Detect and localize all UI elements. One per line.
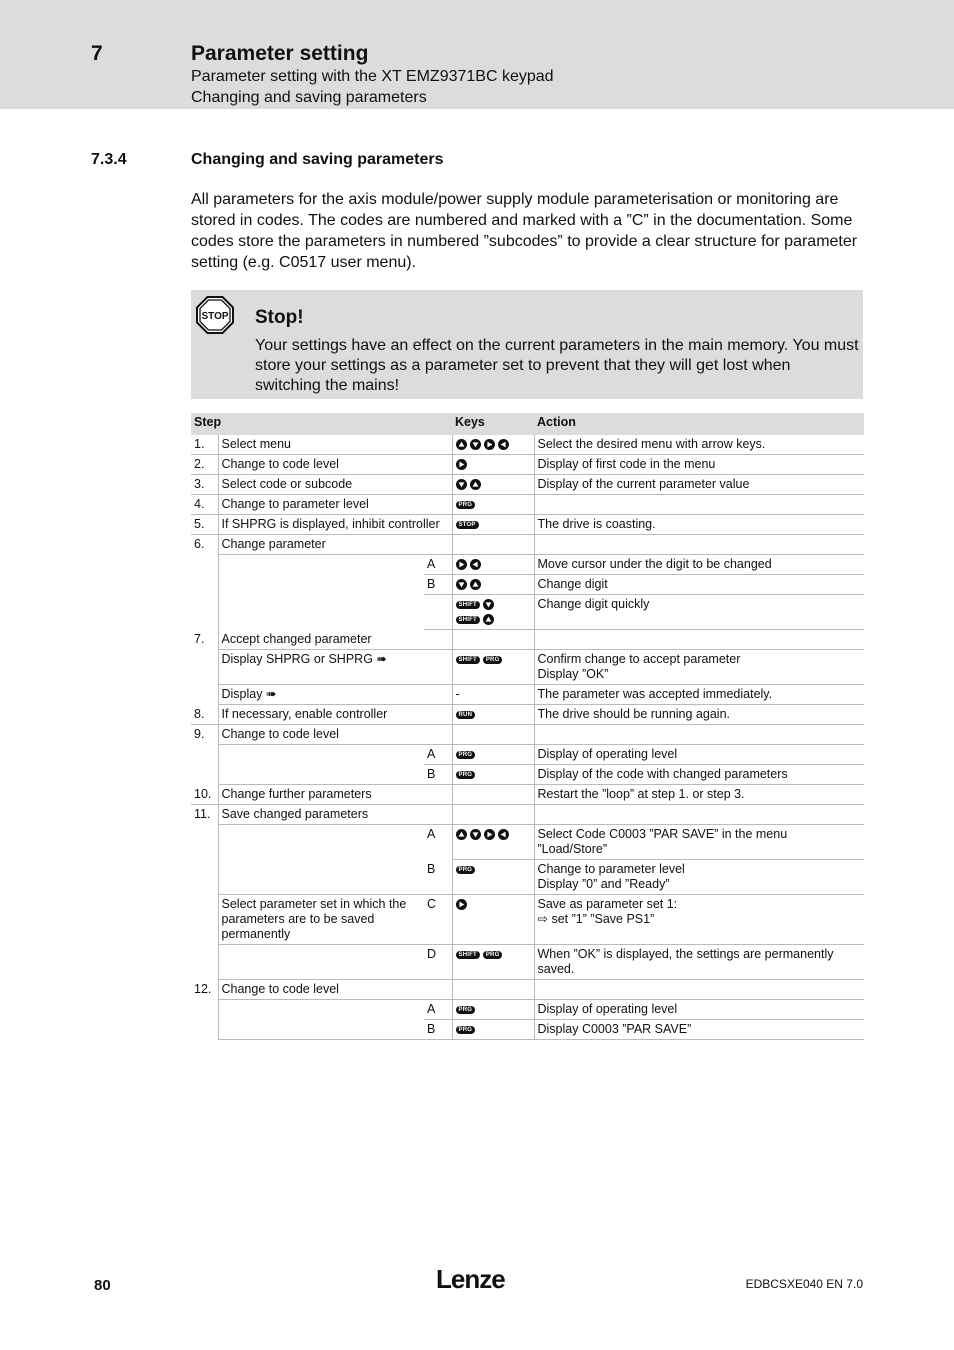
step-text: Change further parameters <box>218 785 452 805</box>
arrow-up-icon <box>470 479 481 490</box>
arrow-up-icon <box>483 614 494 625</box>
step-action: Display C0003 ”PAR SAVE” <box>534 1020 864 1040</box>
chapter-subtitle-2: Changing and saving parameters <box>191 89 427 106</box>
arrow-left-icon <box>470 559 481 570</box>
header-step: Step <box>191 413 452 435</box>
table-row <box>191 595 864 630</box>
prg-key-icon: PRG <box>483 951 503 959</box>
table-row <box>191 860 864 895</box>
step-text: Select parameter set in which the parameters are to be saved permanently <box>218 895 424 945</box>
arrow-down-icon <box>456 479 467 490</box>
step-keys <box>452 705 534 725</box>
step-action: Change digit <box>534 575 864 595</box>
arrow-left-icon <box>498 829 509 840</box>
chapter-header <box>0 0 954 109</box>
step-number: 11. <box>191 805 218 980</box>
table-row <box>191 515 864 535</box>
step-keys <box>452 1000 534 1020</box>
table-row <box>191 765 864 785</box>
step-action: Display of the code with changed parameters <box>534 765 864 785</box>
step-action: Change to parameter level Display ”0” and ”Ready” <box>534 860 864 895</box>
sub-step-label: A <box>424 555 452 575</box>
sub-step-label: C <box>424 895 452 945</box>
step-keys <box>452 435 534 455</box>
step-keys <box>452 535 534 555</box>
table-row <box>191 725 864 745</box>
step-keys <box>452 980 534 1000</box>
sub-step-label: B <box>424 1020 452 1040</box>
step-keys <box>452 515 534 535</box>
sub-step-label: A <box>424 1000 452 1020</box>
step-action <box>534 805 864 825</box>
step-number: 8. <box>191 705 218 725</box>
step-keys <box>452 455 534 475</box>
table-row <box>191 435 864 455</box>
step-action <box>534 630 864 650</box>
prg-key-icon: PRG <box>456 751 476 759</box>
stop-text: Your settings have an effect on the current parameters in the main memory. You must store your settings as a parameter set to prevent that they will get lost when switching the mains! <box>255 337 859 394</box>
table-row <box>191 475 864 495</box>
step-action <box>534 980 864 1000</box>
step-number: 5. <box>191 515 218 535</box>
step-action <box>534 535 864 555</box>
step-number: 1. <box>191 435 218 455</box>
step-keys <box>452 575 534 595</box>
arrow-down-icon <box>470 439 481 450</box>
table-row <box>191 895 864 945</box>
step-keys <box>452 860 534 895</box>
step-action: Save as parameter set 1: ⇨ set ”1” ”Save PS1” <box>534 895 864 945</box>
stop-key-icon: STOP <box>456 521 479 529</box>
arrow-up-icon <box>456 439 467 450</box>
prg-key-icon: PRG <box>456 866 476 874</box>
step-text: Change to code level <box>218 725 452 745</box>
step-keys <box>452 765 534 785</box>
step-keys <box>452 495 534 515</box>
shift-key-icon: SHIFT <box>456 616 480 624</box>
stop-title: Stop! <box>255 307 304 328</box>
step-action: Display of the current parameter value <box>534 475 864 495</box>
shift-key-icon: SHIFT <box>456 601 480 609</box>
table-row <box>191 980 864 1000</box>
step-text: Select code or subcode <box>218 475 452 495</box>
table-header-row <box>191 413 864 435</box>
sub-step-label: B <box>424 575 452 595</box>
step-text: Display SHPRG or SHPRG ➠ <box>218 650 452 685</box>
arrow-right-icon <box>484 829 495 840</box>
table-row <box>191 685 864 705</box>
step-text: Change to code level <box>218 980 452 1000</box>
step-keys <box>452 475 534 495</box>
table-row <box>191 535 864 555</box>
section-number: 7.3.4 <box>91 151 127 168</box>
step-number: 4. <box>191 495 218 515</box>
step-keys <box>452 650 534 685</box>
step-keys <box>452 895 534 945</box>
stop-icon-label: STOP <box>201 311 229 322</box>
table-row <box>191 650 864 685</box>
table-row <box>191 495 864 515</box>
header-action: Action <box>534 413 864 435</box>
step-text: Accept changed parameter <box>218 630 452 650</box>
table-row <box>191 575 864 595</box>
step-keys <box>452 555 534 575</box>
step-text: Save changed parameters <box>218 805 452 825</box>
step-keys <box>452 630 534 650</box>
intro-paragraph: All parameters for the axis module/power supply module parameterisation or monitoring are stored in codes. The codes are numbered and marked with a ”C” in the documentation. Some codes store the parameters in numbered ”subcodes” to provide a clear structure for parameter setting (e.g. C0517 user menu). <box>191 191 858 271</box>
step-keys: - <box>452 685 534 705</box>
arrow-right-icon <box>456 559 467 570</box>
step-keys <box>452 595 534 630</box>
step-text: Change parameter <box>218 535 452 555</box>
table-row <box>191 745 864 765</box>
table-row <box>191 805 864 825</box>
step-action: The drive is coasting. <box>534 515 864 535</box>
step-text: If SHPRG is displayed, inhibit controller <box>218 515 452 535</box>
prg-key-icon: PRG <box>456 501 476 509</box>
step-action: Display of operating level <box>534 745 864 765</box>
document-reference: EDBCSXE040 EN 7.0 <box>745 1277 863 1291</box>
table-row <box>191 785 864 805</box>
sub-step-label: B <box>424 860 452 895</box>
step-action: Change digit quickly <box>534 595 864 630</box>
step-action: Move cursor under the digit to be changed <box>534 555 864 575</box>
step-keys <box>452 825 534 860</box>
stop-note <box>191 290 863 399</box>
step-action: Confirm change to accept parameter Display ”OK” <box>534 650 864 685</box>
section-title: Changing and saving parameters <box>191 151 444 168</box>
arrow-right-icon <box>484 439 495 450</box>
arrow-up-icon <box>470 579 481 590</box>
steps-table <box>191 413 864 1040</box>
step-number: 12. <box>191 980 218 1040</box>
sub-step-label: D <box>424 945 452 980</box>
step-keys <box>452 785 534 805</box>
arrow-up-icon <box>456 829 467 840</box>
table-row <box>191 705 864 725</box>
arrow-right-icon <box>456 459 467 470</box>
table-row <box>191 1000 864 1020</box>
step-text: Change to parameter level <box>218 495 452 515</box>
step-action: Display of first code in the menu <box>534 455 864 475</box>
step-text: Select menu <box>218 435 452 455</box>
step-number: 6. <box>191 535 218 630</box>
sub-step-label: A <box>427 827 436 841</box>
step-action: The drive should be running again. <box>534 705 864 725</box>
chapter-number: 7 <box>91 42 103 65</box>
step-number: 7. <box>191 630 218 705</box>
header-keys: Keys <box>452 413 534 435</box>
table-row <box>191 1020 864 1040</box>
step-keys <box>452 725 534 745</box>
arrow-down-icon <box>483 599 494 610</box>
step-action: Select the desired menu with arrow keys. <box>534 435 864 455</box>
step-keys <box>452 745 534 765</box>
sub-step-label: B <box>424 765 452 785</box>
chapter-title: Parameter setting <box>191 42 369 65</box>
step-number: 2. <box>191 455 218 475</box>
shift-key-icon: SHIFT <box>456 951 480 959</box>
step-action: When ”OK” is displayed, the settings are permanently saved. <box>534 945 864 980</box>
arrow-right-icon <box>456 899 467 910</box>
step-number: 9. <box>191 725 218 785</box>
arrow-down-icon <box>470 829 481 840</box>
table-row <box>191 555 864 575</box>
run-key-icon: RUN <box>456 711 476 719</box>
table-row <box>191 630 864 650</box>
table-row <box>191 945 864 980</box>
step-number: 3. <box>191 475 218 495</box>
sub-step-label: A <box>424 745 452 765</box>
table-row <box>191 455 864 475</box>
lenze-logo: Lenze <box>436 1264 505 1294</box>
prg-key-icon: PRG <box>456 1006 476 1014</box>
step-keys <box>452 805 534 825</box>
step-action: Display of operating level <box>534 1000 864 1020</box>
step-text: If necessary, enable controller <box>218 705 452 725</box>
step-action: Select Code C0003 ”PAR SAVE” in the menu ”Load/Store” <box>534 825 864 860</box>
stop-sign-icon <box>196 296 234 339</box>
shift-key-icon: SHIFT <box>456 656 480 664</box>
page-number: 80 <box>94 1277 111 1294</box>
step-action <box>534 725 864 745</box>
chapter-subtitle-1: Parameter setting with the XT EMZ9371BC keypad <box>191 68 554 85</box>
step-keys <box>452 945 534 980</box>
table-row <box>191 825 864 860</box>
step-action: The parameter was accepted immediately. <box>534 685 864 705</box>
prg-key-icon: PRG <box>456 771 476 779</box>
prg-key-icon: PRG <box>483 656 503 664</box>
prg-key-icon: PRG <box>456 1026 476 1034</box>
step-text: Change to code level <box>218 455 452 475</box>
step-number: 10. <box>191 785 218 805</box>
step-action <box>534 495 864 515</box>
arrow-down-icon <box>456 579 467 590</box>
step-action: Restart the ”loop” at step 1. or step 3. <box>534 785 864 805</box>
step-keys <box>452 1020 534 1040</box>
arrow-left-icon <box>498 439 509 450</box>
step-text: Display ➠ <box>218 685 452 705</box>
